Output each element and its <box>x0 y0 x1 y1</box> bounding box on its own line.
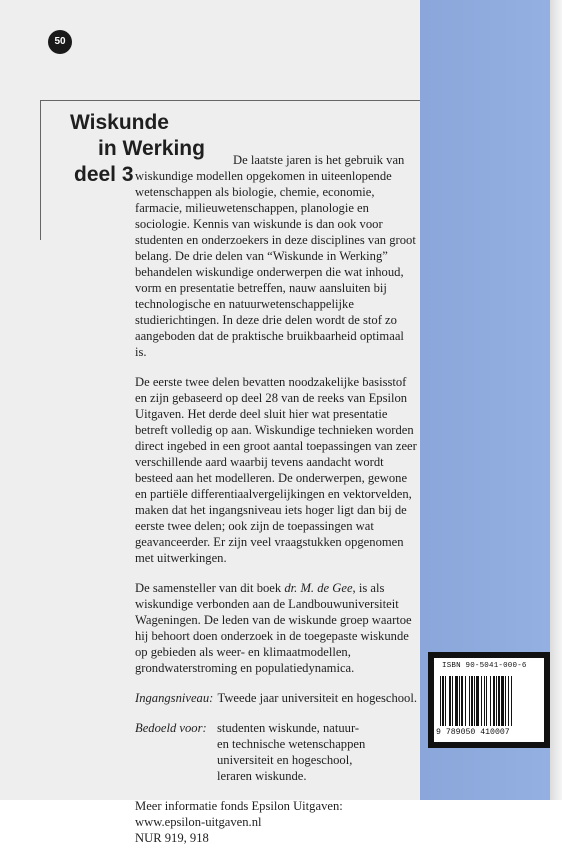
barcode-digits: 9 789050 410007 <box>436 728 510 737</box>
barcode-bar <box>459 676 460 726</box>
barcode-bar <box>501 676 504 726</box>
barcode-bar <box>486 676 487 726</box>
barcode-bar <box>511 676 512 726</box>
meta-section <box>135 690 417 846</box>
barcode-bar <box>484 676 485 726</box>
barcode-bar <box>471 676 473 726</box>
barcode-bar <box>474 676 475 726</box>
page-number-badge: 50 <box>48 30 72 54</box>
barcode-bar <box>455 676 458 726</box>
intended-for-label: Bedoeld voor: <box>135 721 207 735</box>
barcode-bar <box>440 676 441 726</box>
author-description: , is als wiskundige verbonden aan de Landbouwuniversiteit Wageningen. De leden van de wiskunde groep waartoe hij behoort doen onderzoek in de toegepaste wiskunde op gebieden als weer- en klimaatmodellen, grondwaterstroming en populatiedynamica. <box>135 581 412 675</box>
barcode-bar <box>505 676 506 726</box>
intended-for-row <box>135 720 417 784</box>
barcode-label <box>434 658 544 742</box>
entry-level-row <box>135 690 417 706</box>
author-paragraph <box>135 580 417 676</box>
barcode-bar <box>476 676 479 726</box>
barcode-bar <box>508 676 509 726</box>
title-line-2: in Werking <box>98 137 205 160</box>
barcode-bar <box>469 676 470 726</box>
publisher-info: Meer informatie fonds Epsilon Uitgaven: www.epsilon-uitgaven.nl NUR 919, 918 <box>135 799 343 845</box>
barcode-bar <box>490 676 491 726</box>
blurb <box>135 152 417 846</box>
page-edge <box>550 0 562 800</box>
barcode-bar <box>498 676 500 726</box>
content-paragraph: De eerste twee delen bevatten noodzakelijke basisstof en zijn gebaseerd op deel 28 van de reeks van Epsilon Uitgaven. Het derde deel sluit hier wat presentatie betreft volledig op aan. Wiskundige technieken worden direct ingebed in een groot aantal toepassingen van zeer verschillende aard waarbij tevens aandacht wordt besteed aan het modelleren. De onderwerpen, gewone en partiële differentiaalvergelijkingen en vektorvelden, maken dat het ingangsniveau iets hoger ligt dan bij de eerste twee delen; ook zijn de toepassingen wat geavanceerder. Er zijn veel vraagstukken opgenomen met uitwerkingen. <box>135 375 417 565</box>
barcode-panel <box>428 652 550 748</box>
barcode-bar <box>493 676 495 726</box>
entry-level-value: Tweede jaar universiteit en hogeschool. <box>217 691 417 705</box>
barcode-bars <box>440 676 538 726</box>
author-name: dr. M. de Gee <box>284 581 353 595</box>
barcode-bar <box>461 676 463 726</box>
frame-line-left <box>40 100 41 240</box>
intended-for-value: studenten wiskunde, natuur- en technische wetenschappen universiteit en hogeschool, leraren wiskunde. <box>217 721 366 783</box>
barcode-bar <box>481 676 482 726</box>
entry-level-label: Ingangsniveau: <box>135 691 214 705</box>
barcode-bar <box>465 676 466 726</box>
barcode-bar <box>452 676 453 726</box>
barcode-bar <box>442 676 444 726</box>
title-line-3: deel 3 <box>74 163 134 186</box>
barcode-bar <box>449 676 451 726</box>
title-line-1: Wiskunde <box>70 111 169 134</box>
barcode-bar <box>496 676 497 726</box>
isbn-text: ISBN 90-5041-000-6 <box>442 662 527 670</box>
barcode-bar <box>445 676 446 726</box>
author-intro: De samensteller van dit boek <box>135 581 285 595</box>
intro-paragraph: De laatste jaren is het gebruik van wiskundige modellen opgekomen in uiteenlopende wetenschappen als biologie, chemie, economie, farmacie, milieuwetenschappen, planologie en sociologie. Kennis van wiskunde is dan ook voor studenten en onderzoekers in deze disciplines van groot belang. De drie delen van “Wiskunde in Werking” behandelen wiskundige onderwerpen die wat inhoud, vorm en presentatie betreffen, nauw aansluiten bij technologische en natuurwetenschappelijke studierichtingen. In deze drie delen wordt de stof zo aangeboden dat de praktische bruikbaarheid optimaal is. <box>135 153 416 359</box>
frame-line-top <box>40 100 420 101</box>
